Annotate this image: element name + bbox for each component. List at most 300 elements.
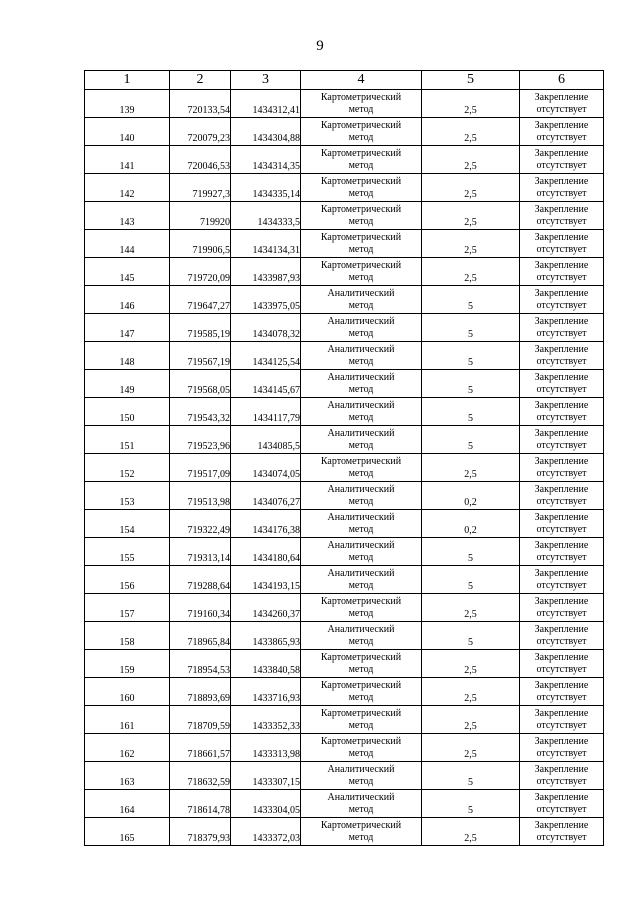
y-coordinate-cell: 1433372,03: [231, 818, 301, 846]
point-number-cell: 148: [85, 342, 170, 370]
method-label-line: Картометрический: [320, 651, 402, 663]
method-label-line: метод: [348, 411, 374, 423]
x-coordinate-cell: 718632,59: [170, 762, 231, 790]
fixing-label-line: Закрепление: [534, 791, 589, 803]
method-cell: [301, 174, 422, 202]
x-coordinate-cell: 719517,09: [170, 454, 231, 482]
y-coordinate-cell: 1434076,27: [231, 482, 301, 510]
fixing-label-line: отсутствует: [536, 243, 587, 255]
method-label-line: Аналитический: [327, 399, 395, 411]
fixing-label-line: Закрепление: [534, 91, 589, 103]
method-cell: [301, 146, 422, 174]
x-coordinate-cell: 719720,09: [170, 258, 231, 286]
method-label-line: метод: [348, 803, 374, 815]
fixing-label-line: Закрепление: [534, 651, 589, 663]
fixing-label-line: Закрепление: [534, 483, 589, 495]
fixing-label-line: отсутствует: [536, 271, 587, 283]
fixing-label-line: Закрепление: [534, 455, 589, 467]
fixing-cell: [520, 734, 604, 762]
method-label-line: метод: [348, 719, 374, 731]
x-coordinate-cell: 719288,64: [170, 566, 231, 594]
x-coordinate-cell: 719927,3: [170, 174, 231, 202]
fixing-label-line: Закрепление: [534, 567, 589, 579]
method-cell: [301, 706, 422, 734]
fixing-label-line: отсутствует: [536, 411, 587, 423]
x-coordinate-cell: 719322,49: [170, 510, 231, 538]
fixing-label-line: отсутствует: [536, 663, 587, 675]
method-cell: [301, 818, 422, 846]
method-label-line: метод: [348, 187, 374, 199]
fixing-label-line: Закрепление: [534, 203, 589, 215]
y-coordinate-cell: 1434304,88: [231, 118, 301, 146]
x-coordinate-cell: 718614,78: [170, 790, 231, 818]
y-coordinate-cell: 1434180,64: [231, 538, 301, 566]
method-label-line: метод: [348, 691, 374, 703]
method-cell: [301, 790, 422, 818]
method-cell: [301, 426, 422, 454]
fixing-label-line: отсутствует: [536, 495, 587, 507]
y-coordinate-cell: 1434074,05: [231, 454, 301, 482]
fixing-label-line: Закрепление: [534, 371, 589, 383]
point-number-cell: 158: [85, 622, 170, 650]
point-number-cell: 147: [85, 314, 170, 342]
x-coordinate-cell: 719313,14: [170, 538, 231, 566]
fixing-label-line: отсутствует: [536, 747, 587, 759]
y-coordinate-cell: 1433304,05: [231, 790, 301, 818]
table-row: [85, 678, 604, 706]
method-label-line: метод: [348, 467, 374, 479]
method-label-line: метод: [348, 607, 374, 619]
method-cell: [301, 538, 422, 566]
y-coordinate-cell: 1434333,5: [231, 202, 301, 230]
fixing-label-line: Закрепление: [534, 259, 589, 271]
fixing-cell: [520, 426, 604, 454]
method-cell: [301, 118, 422, 146]
fixing-label-line: отсутствует: [536, 551, 587, 563]
x-coordinate-cell: 719567,19: [170, 342, 231, 370]
fixing-cell: [520, 146, 604, 174]
method-label-line: Аналитический: [327, 567, 395, 579]
header-col-6: 6: [520, 71, 604, 90]
accuracy-cell: 5: [422, 622, 520, 650]
fixing-cell: [520, 202, 604, 230]
y-coordinate-cell: 1433865,93: [231, 622, 301, 650]
table-row: [85, 622, 604, 650]
fixing-label-line: отсутствует: [536, 635, 587, 647]
x-coordinate-cell: 720133,54: [170, 90, 231, 118]
point-number-cell: 156: [85, 566, 170, 594]
method-label-line: Аналитический: [327, 623, 395, 635]
accuracy-cell: 2,5: [422, 678, 520, 706]
table-row: [85, 146, 604, 174]
accuracy-cell: 5: [422, 314, 520, 342]
method-label-line: метод: [348, 355, 374, 367]
fixing-label-line: Закрепление: [534, 315, 589, 327]
point-number-cell: 159: [85, 650, 170, 678]
method-label-line: Аналитический: [327, 427, 395, 439]
table-row: [85, 734, 604, 762]
method-cell: [301, 90, 422, 118]
fixing-cell: [520, 482, 604, 510]
point-number-cell: 149: [85, 370, 170, 398]
point-number-cell: 155: [85, 538, 170, 566]
method-label-line: Аналитический: [327, 483, 395, 495]
table-row: [85, 762, 604, 790]
fixing-cell: [520, 790, 604, 818]
method-cell: [301, 202, 422, 230]
fixing-label-line: Закрепление: [534, 679, 589, 691]
fixing-cell: [520, 762, 604, 790]
y-coordinate-cell: 1434193,15: [231, 566, 301, 594]
y-coordinate-cell: 1433313,98: [231, 734, 301, 762]
method-label-line: Картометрический: [320, 91, 402, 103]
method-label-line: метод: [348, 103, 374, 115]
fixing-label-line: отсутствует: [536, 607, 587, 619]
x-coordinate-cell: 718379,93: [170, 818, 231, 846]
table-row: [85, 454, 604, 482]
fixing-cell: [520, 594, 604, 622]
method-cell: [301, 454, 422, 482]
fixing-cell: [520, 566, 604, 594]
method-cell: [301, 622, 422, 650]
accuracy-cell: 2,5: [422, 706, 520, 734]
method-cell: [301, 230, 422, 258]
accuracy-cell: 2,5: [422, 258, 520, 286]
method-cell: [301, 342, 422, 370]
accuracy-cell: 2,5: [422, 594, 520, 622]
x-coordinate-cell: 719585,19: [170, 314, 231, 342]
table-row: [85, 342, 604, 370]
point-number-cell: 163: [85, 762, 170, 790]
method-label-line: Картометрический: [320, 455, 402, 467]
method-label-line: Аналитический: [327, 287, 395, 299]
method-label-line: метод: [348, 663, 374, 675]
fixing-cell: [520, 118, 604, 146]
method-label-line: Аналитический: [327, 371, 395, 383]
fixing-cell: [520, 622, 604, 650]
method-cell: [301, 594, 422, 622]
x-coordinate-cell: 719906,5: [170, 230, 231, 258]
method-label-line: метод: [348, 131, 374, 143]
fixing-label-line: Закрепление: [534, 735, 589, 747]
method-label-line: метод: [348, 439, 374, 451]
accuracy-cell: 2,5: [422, 174, 520, 202]
point-number-cell: 161: [85, 706, 170, 734]
fixing-cell: [520, 370, 604, 398]
table-row: [85, 398, 604, 426]
y-coordinate-cell: 1433975,05: [231, 286, 301, 314]
method-label-line: Картометрический: [320, 147, 402, 159]
fixing-cell: [520, 510, 604, 538]
fixing-label-line: Закрепление: [534, 175, 589, 187]
x-coordinate-cell: 719543,32: [170, 398, 231, 426]
table-row: [85, 90, 604, 118]
fixing-label-line: отсутствует: [536, 103, 587, 115]
table-row: [85, 426, 604, 454]
method-label-line: метод: [348, 579, 374, 591]
y-coordinate-cell: 1433352,33: [231, 706, 301, 734]
method-label-line: Картометрический: [320, 231, 402, 243]
fixing-label-line: отсутствует: [536, 467, 587, 479]
fixing-label-line: Закрепление: [534, 623, 589, 635]
point-number-cell: 162: [85, 734, 170, 762]
method-label-line: Картометрический: [320, 203, 402, 215]
method-cell: [301, 482, 422, 510]
point-number-cell: 153: [85, 482, 170, 510]
fixing-label-line: Закрепление: [534, 399, 589, 411]
accuracy-cell: 2,5: [422, 734, 520, 762]
method-cell: [301, 258, 422, 286]
x-coordinate-cell: 719647,27: [170, 286, 231, 314]
fixing-cell: [520, 818, 604, 846]
y-coordinate-cell: 1434312,41: [231, 90, 301, 118]
accuracy-cell: 5: [422, 762, 520, 790]
method-cell: [301, 510, 422, 538]
accuracy-cell: 0,2: [422, 482, 520, 510]
method-cell: [301, 398, 422, 426]
point-number-cell: 151: [85, 426, 170, 454]
point-number-cell: 160: [85, 678, 170, 706]
header-col-2: 2: [170, 71, 231, 90]
accuracy-cell: 5: [422, 286, 520, 314]
accuracy-cell: 5: [422, 426, 520, 454]
y-coordinate-cell: 1434125,54: [231, 342, 301, 370]
fixing-label-line: Закрепление: [534, 119, 589, 131]
point-number-cell: 152: [85, 454, 170, 482]
method-label-line: Картометрический: [320, 735, 402, 747]
accuracy-cell: 2,5: [422, 118, 520, 146]
method-label-line: метод: [348, 383, 374, 395]
point-number-cell: 146: [85, 286, 170, 314]
method-label-line: Аналитический: [327, 539, 395, 551]
method-label-line: метод: [348, 747, 374, 759]
y-coordinate-cell: 1433840,58: [231, 650, 301, 678]
x-coordinate-cell: 718893,69: [170, 678, 231, 706]
method-label-line: Картометрический: [320, 175, 402, 187]
x-coordinate-cell: 720079,23: [170, 118, 231, 146]
table-row: [85, 706, 604, 734]
y-coordinate-cell: 1434085,5: [231, 426, 301, 454]
fixing-label-line: отсутствует: [536, 439, 587, 451]
table-row: [85, 370, 604, 398]
method-label-line: метод: [348, 495, 374, 507]
accuracy-cell: 5: [422, 566, 520, 594]
fixing-label-line: Закрепление: [534, 511, 589, 523]
y-coordinate-cell: 1434260,37: [231, 594, 301, 622]
point-number-cell: 164: [85, 790, 170, 818]
fixing-label-line: отсутствует: [536, 159, 587, 171]
method-cell: [301, 734, 422, 762]
fixing-label-line: отсутствует: [536, 187, 587, 199]
table-row: [85, 202, 604, 230]
fixing-label-line: отсутствует: [536, 523, 587, 535]
page-number: 9: [316, 38, 324, 54]
fixing-label-line: Закрепление: [534, 231, 589, 243]
accuracy-cell: 2,5: [422, 454, 520, 482]
accuracy-cell: 2,5: [422, 230, 520, 258]
fixing-cell: [520, 286, 604, 314]
y-coordinate-cell: 1433987,93: [231, 258, 301, 286]
coordinates-table: [84, 70, 604, 846]
fixing-label-line: Закрепление: [534, 287, 589, 299]
y-coordinate-cell: 1433716,93: [231, 678, 301, 706]
fixing-cell: [520, 538, 604, 566]
table-row: [85, 482, 604, 510]
x-coordinate-cell: 719568,05: [170, 370, 231, 398]
y-coordinate-cell: 1434134,31: [231, 230, 301, 258]
table-row: [85, 538, 604, 566]
accuracy-cell: 2,5: [422, 90, 520, 118]
point-number-cell: 150: [85, 398, 170, 426]
fixing-label-line: отсутствует: [536, 355, 587, 367]
table-row: [85, 790, 604, 818]
point-number-cell: 157: [85, 594, 170, 622]
fixing-label-line: отсутствует: [536, 775, 587, 787]
accuracy-cell: 5: [422, 790, 520, 818]
method-label-line: метод: [348, 523, 374, 535]
accuracy-cell: 2,5: [422, 818, 520, 846]
header-col-4: 4: [301, 71, 422, 90]
header-col-5: 5: [422, 71, 520, 90]
table-row: [85, 258, 604, 286]
point-number-cell: 139: [85, 90, 170, 118]
fixing-label-line: отсутствует: [536, 831, 587, 843]
fixing-label-line: отсутствует: [536, 299, 587, 311]
fixing-cell: [520, 314, 604, 342]
fixing-label-line: Закрепление: [534, 595, 589, 607]
y-coordinate-cell: 1434176,38: [231, 510, 301, 538]
method-cell: [301, 314, 422, 342]
accuracy-cell: 5: [422, 538, 520, 566]
fixing-label-line: Закрепление: [534, 427, 589, 439]
point-number-cell: 145: [85, 258, 170, 286]
y-coordinate-cell: 1434314,35: [231, 146, 301, 174]
method-cell: [301, 678, 422, 706]
x-coordinate-cell: 718965,84: [170, 622, 231, 650]
method-label-line: Картометрический: [320, 679, 402, 691]
table-row: [85, 650, 604, 678]
accuracy-cell: 2,5: [422, 202, 520, 230]
accuracy-cell: 2,5: [422, 650, 520, 678]
fixing-label-line: отсутствует: [536, 691, 587, 703]
method-label-line: Аналитический: [327, 511, 395, 523]
x-coordinate-cell: 718661,57: [170, 734, 231, 762]
method-label-line: метод: [348, 831, 374, 843]
method-cell: [301, 566, 422, 594]
method-cell: [301, 370, 422, 398]
method-label-line: Картометрический: [320, 119, 402, 131]
method-label-line: метод: [348, 551, 374, 563]
accuracy-cell: 5: [422, 398, 520, 426]
y-coordinate-cell: 1434145,67: [231, 370, 301, 398]
method-label-line: Аналитический: [327, 791, 395, 803]
fixing-label-line: отсутствует: [536, 215, 587, 227]
table-row: [85, 230, 604, 258]
table-row: [85, 818, 604, 846]
fixing-cell: [520, 706, 604, 734]
method-label-line: метод: [348, 243, 374, 255]
x-coordinate-cell: 719513,98: [170, 482, 231, 510]
method-label-line: Аналитический: [327, 343, 395, 355]
header-col-3: 3: [231, 71, 301, 90]
x-coordinate-cell: 719920: [170, 202, 231, 230]
point-number-cell: 154: [85, 510, 170, 538]
accuracy-cell: 5: [422, 370, 520, 398]
fixing-label-line: отсутствует: [536, 719, 587, 731]
method-cell: [301, 762, 422, 790]
fixing-cell: [520, 174, 604, 202]
fixing-label-line: отсутствует: [536, 579, 587, 591]
fixing-cell: [520, 230, 604, 258]
point-number-cell: 144: [85, 230, 170, 258]
method-cell: [301, 286, 422, 314]
method-label-line: метод: [348, 271, 374, 283]
table-row: [85, 286, 604, 314]
table-row: [85, 314, 604, 342]
method-label-line: метод: [348, 299, 374, 311]
fixing-label-line: Закрепление: [534, 819, 589, 831]
y-coordinate-cell: 1434335,14: [231, 174, 301, 202]
fixing-label-line: Закрепление: [534, 343, 589, 355]
fixing-label-line: Закрепление: [534, 763, 589, 775]
header-col-1: 1: [85, 71, 170, 90]
fixing-label-line: отсутствует: [536, 803, 587, 815]
x-coordinate-cell: 719523,96: [170, 426, 231, 454]
table-row: [85, 594, 604, 622]
header-row: [85, 71, 604, 90]
fixing-label-line: Закрепление: [534, 147, 589, 159]
method-label-line: Картометрический: [320, 259, 402, 271]
table-row: [85, 118, 604, 146]
fixing-cell: [520, 258, 604, 286]
method-label-line: Картометрический: [320, 595, 402, 607]
fixing-cell: [520, 454, 604, 482]
fixing-cell: [520, 678, 604, 706]
fixing-label-line: Закрепление: [534, 539, 589, 551]
point-number-cell: 142: [85, 174, 170, 202]
y-coordinate-cell: 1434117,79: [231, 398, 301, 426]
fixing-cell: [520, 398, 604, 426]
point-number-cell: 143: [85, 202, 170, 230]
method-label-line: метод: [348, 159, 374, 171]
fixing-cell: [520, 90, 604, 118]
method-label-line: Картометрический: [320, 819, 402, 831]
point-number-cell: 141: [85, 146, 170, 174]
method-label-line: метод: [348, 635, 374, 647]
accuracy-cell: 5: [422, 342, 520, 370]
y-coordinate-cell: 1434078,32: [231, 314, 301, 342]
fixing-label-line: отсутствует: [536, 327, 587, 339]
method-label-line: метод: [348, 775, 374, 787]
table-row: [85, 510, 604, 538]
table-row: [85, 174, 604, 202]
x-coordinate-cell: 718709,59: [170, 706, 231, 734]
y-coordinate-cell: 1433307,15: [231, 762, 301, 790]
x-coordinate-cell: 720046,53: [170, 146, 231, 174]
fixing-label-line: отсутствует: [536, 383, 587, 395]
fixing-cell: [520, 342, 604, 370]
point-number-cell: 165: [85, 818, 170, 846]
method-label-line: метод: [348, 215, 374, 227]
method-label-line: Аналитический: [327, 315, 395, 327]
fixing-label-line: Закрепление: [534, 707, 589, 719]
fixing-label-line: отсутствует: [536, 131, 587, 143]
accuracy-cell: 2,5: [422, 146, 520, 174]
method-label-line: Аналитический: [327, 763, 395, 775]
x-coordinate-cell: 718954,53: [170, 650, 231, 678]
table-body: [85, 90, 604, 846]
x-coordinate-cell: 719160,34: [170, 594, 231, 622]
